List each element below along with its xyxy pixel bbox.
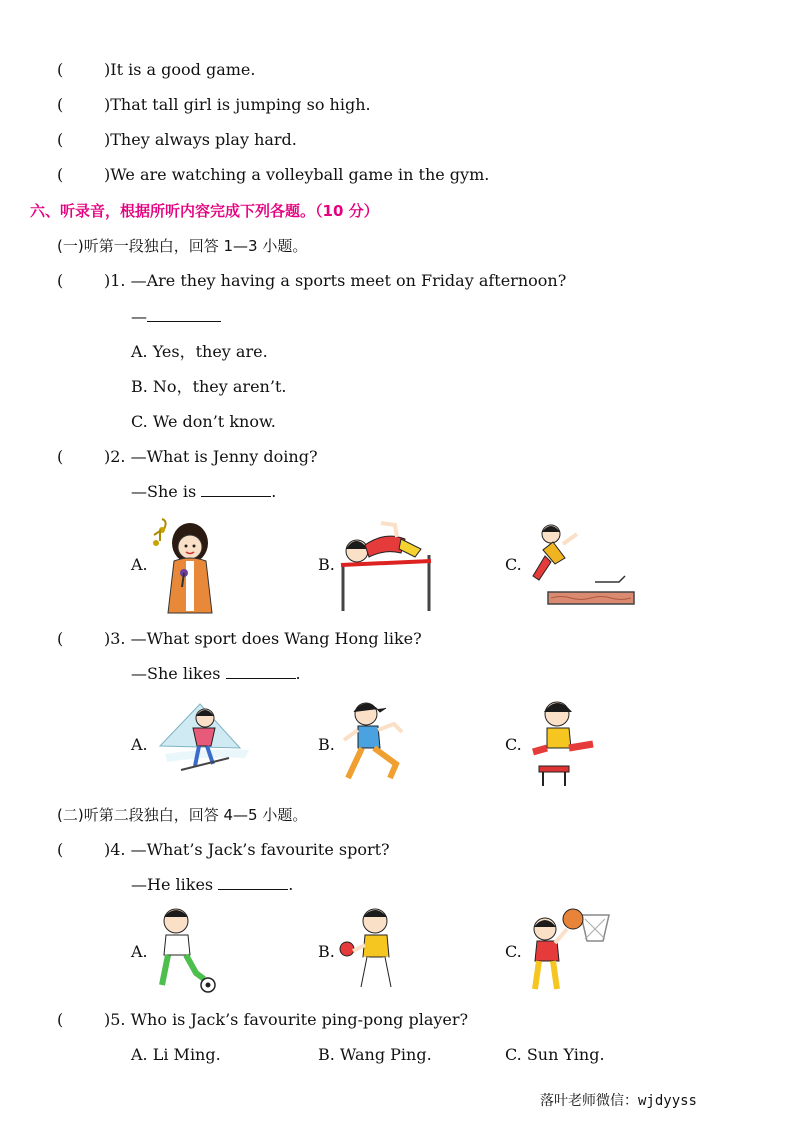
q2-label-a: A. [131,555,148,574]
answer-paren: ( [57,629,64,648]
statement-1: )It is a good game. [104,60,256,79]
answer-line-2 [131,482,276,502]
q1-option-b: B. No，they aren’t. [131,377,287,396]
question-4: )4. —What’s Jack’s favourite sport? [104,840,390,859]
answer-blank[interactable] [147,307,221,322]
q3-label-b: B. [318,735,335,754]
part-one-instruction: (一)听第一段独白，回答 1—3 小题。 [57,237,308,255]
answer-prefix: —She is [131,482,197,501]
basketball-image[interactable] [525,905,615,997]
ping-pong-image[interactable] [335,905,410,997]
q3-label-c: C. [505,735,522,754]
singing-girl-image[interactable] [150,515,220,615]
statement-3: )They always play hard. [104,130,297,149]
answer-paren: ( [57,271,64,290]
answer-paren: ( [57,447,64,466]
answer-suffix: . [271,482,277,501]
section-heading: 六、听录音，根据所听内容完成下列各题。（10 分） [30,202,379,220]
hurdling-image[interactable] [525,698,605,790]
q3-label-a: A. [131,735,148,754]
answer-suffix: . [288,875,294,894]
answer-blank[interactable] [226,664,296,679]
answer-paren: ( [57,840,64,859]
q4-label-a: A. [131,942,148,961]
q5-option-c: C. Sun Ying. [505,1045,605,1064]
q5-option-a: A. Li Ming. [131,1045,221,1064]
statement-2: )That tall girl is jumping so high. [104,95,371,114]
answer-blank[interactable] [201,482,271,497]
question-5: )5. Who is Jack’s favourite ping-pong player? [104,1010,469,1029]
statement-4: )We are watching a volleyball game in the gym. [104,165,490,184]
part-two-instruction: (二)听第二段独白，回答 4—5 小题。 [57,806,308,824]
long-jump-image[interactable] [523,520,638,610]
running-image[interactable] [336,698,418,788]
q1-option-a: A. Yes，they are. [131,342,268,361]
answer-suffix: . [295,664,301,683]
q5-option-b: B. Wang Ping. [318,1045,432,1064]
answer-paren: ( [57,130,64,149]
answer-line-3 [131,664,301,684]
answer-paren: ( [57,95,64,114]
high-jump-image[interactable] [335,515,435,613]
footer-label: 落叶老师微信： [539,1093,638,1109]
footer-contact [540,1090,697,1110]
answer-blank[interactable] [218,875,288,890]
answer-prefix: —She likes [131,664,221,683]
skiing-image[interactable] [155,698,250,778]
q4-label-c: C. [505,942,522,961]
question-2: )2. —What is Jenny doing? [104,447,318,466]
answer-paren: ( [57,165,64,184]
answer-paren: ( [57,60,64,79]
q1-option-c: C. We don’t know. [131,412,276,431]
answer-line-1 [131,307,221,327]
question-1: )1. —Are they having a sports meet on Friday afternoon? [104,271,567,290]
answer-dash: — [131,307,147,326]
footer-id: wjdyyss [637,1093,697,1109]
answer-line-4 [131,875,293,895]
q2-label-b: B. [318,555,335,574]
question-3: )3. —What sport does Wang Hong like? [104,629,422,648]
q4-label-b: B. [318,942,335,961]
answer-paren: ( [57,1010,64,1029]
answer-prefix: —He likes [131,875,214,894]
football-image[interactable] [150,905,220,997]
q2-label-c: C. [505,555,522,574]
